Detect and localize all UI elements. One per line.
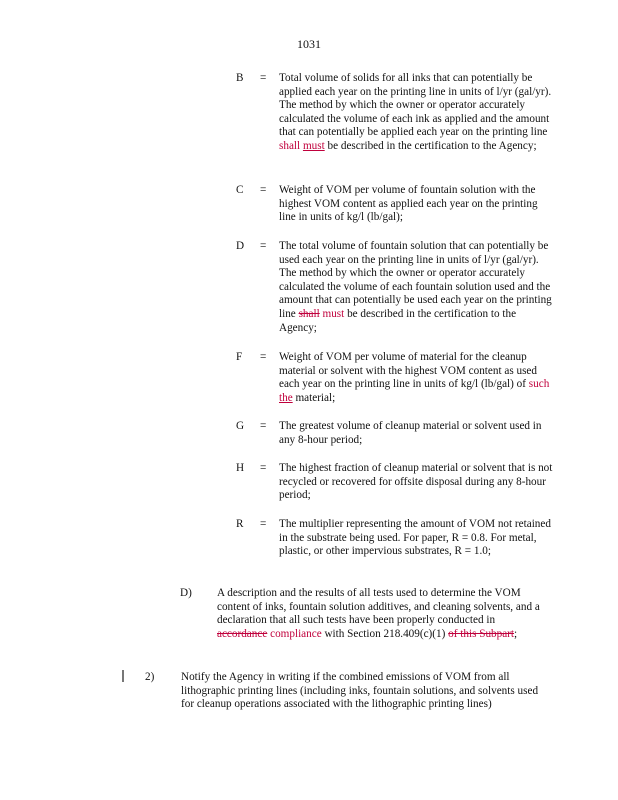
text-run: The greatest volume of cleanup material or solvent used in any 8-hour period; <box>279 420 542 446</box>
text-run: The highest fraction of cleanup material or solvent that is not recycled or recovered for offsite disposal during any 8-hour period; <box>279 462 553 502</box>
definition-text <box>279 420 554 447</box>
item-label: 2) <box>145 671 155 683</box>
deleted-text: shall <box>298 307 320 320</box>
definition-r <box>236 518 556 559</box>
text-run: Total volume of solids for all inks that can potentially be applied each year on the printing line in units of l/yr (gal/yr). The method by which the owner or operator accurately calculated the volume of each ink as applied and the amount that can potentially be applied each year on the printing line <box>279 72 552 139</box>
definition-symbol: D <box>236 240 245 252</box>
definition-h <box>236 462 556 503</box>
text-run: ; <box>514 627 518 640</box>
definition-g <box>236 420 556 447</box>
definition-b <box>236 72 556 154</box>
item-label: D) <box>180 587 192 599</box>
item-text <box>181 671 551 712</box>
equals-sign: = <box>260 184 267 196</box>
deleted-text: of this Subpart <box>448 627 515 640</box>
text-run: Weight of VOM per volume of fountain solution with the highest VOM content as applied each year on the printing line in units of kg/l (lb/gal); <box>279 184 538 224</box>
equals-sign: = <box>260 240 267 252</box>
inserted-text: such <box>528 378 550 391</box>
definition-symbol: R <box>236 518 244 530</box>
definition-text <box>279 462 554 503</box>
definition-text <box>279 184 554 225</box>
definition-text <box>279 351 554 405</box>
text-run: Notify the Agency in writing if the combined emissions of VOM from all lithographic printing lines (including inks, fountain solutions, and solvents used for cleanup operations associated with the lithographic printing lines) <box>181 671 539 711</box>
definition-symbol: C <box>236 184 244 196</box>
change-bar <box>122 670 124 682</box>
inserted-text: shall <box>279 139 301 152</box>
definition-f <box>236 351 556 405</box>
text-run: Weight of VOM per volume of material for the cleanup material or solvent with the highest VOM content as used each year on the printing line in units of kg/l (lb/gal) of <box>279 351 537 391</box>
equals-sign: = <box>260 72 267 84</box>
page-number: 1031 <box>297 37 321 51</box>
text-run: be described in the certification to the Agency; <box>324 139 537 152</box>
inserted-text: must <box>302 139 325 152</box>
inserted-text: must <box>322 307 345 320</box>
definition-text <box>279 518 554 559</box>
equals-sign: = <box>260 420 267 432</box>
definition-text <box>279 72 554 154</box>
text-run: A description and the results of all tests used to determine the VOM content of inks, fountain solution additives, and cleaning solvents, and a declaration that all such tests have been properly conducted in <box>217 587 540 627</box>
text-run: The multiplier representing the amount of VOM not retained in the substrate being used. For paper, R = 0.8. For metal, plastic, or other impervious substrates, R = 1.0; <box>279 518 551 558</box>
definition-c <box>236 184 556 225</box>
text-run: material; <box>292 391 336 404</box>
text-run: with Section 218.409(c)(1) <box>321 627 449 640</box>
definition-symbol: G <box>236 420 245 432</box>
item-text <box>217 587 547 641</box>
definition-symbol: B <box>236 72 244 84</box>
definition-text <box>279 240 554 335</box>
text-run: be described in the certification to the Agency; <box>279 307 517 334</box>
equals-sign: = <box>260 351 267 363</box>
equals-sign: = <box>260 518 267 530</box>
inserted-text: the <box>279 391 293 404</box>
equals-sign: = <box>260 462 267 474</box>
definition-symbol: H <box>236 462 245 474</box>
inserted-text: compliance <box>270 627 322 640</box>
text-run: The total volume of fountain solution that can potentially be used each year on the printing line in units of l/yr (gal/yr). The method by which the owner or operator accurately calculated the volume of each fountain solution used and the amount that can potentially be used each year on the printing line <box>279 240 552 320</box>
definition-d <box>236 240 556 335</box>
deleted-text: accordance <box>217 627 268 640</box>
definition-symbol: F <box>236 351 243 363</box>
